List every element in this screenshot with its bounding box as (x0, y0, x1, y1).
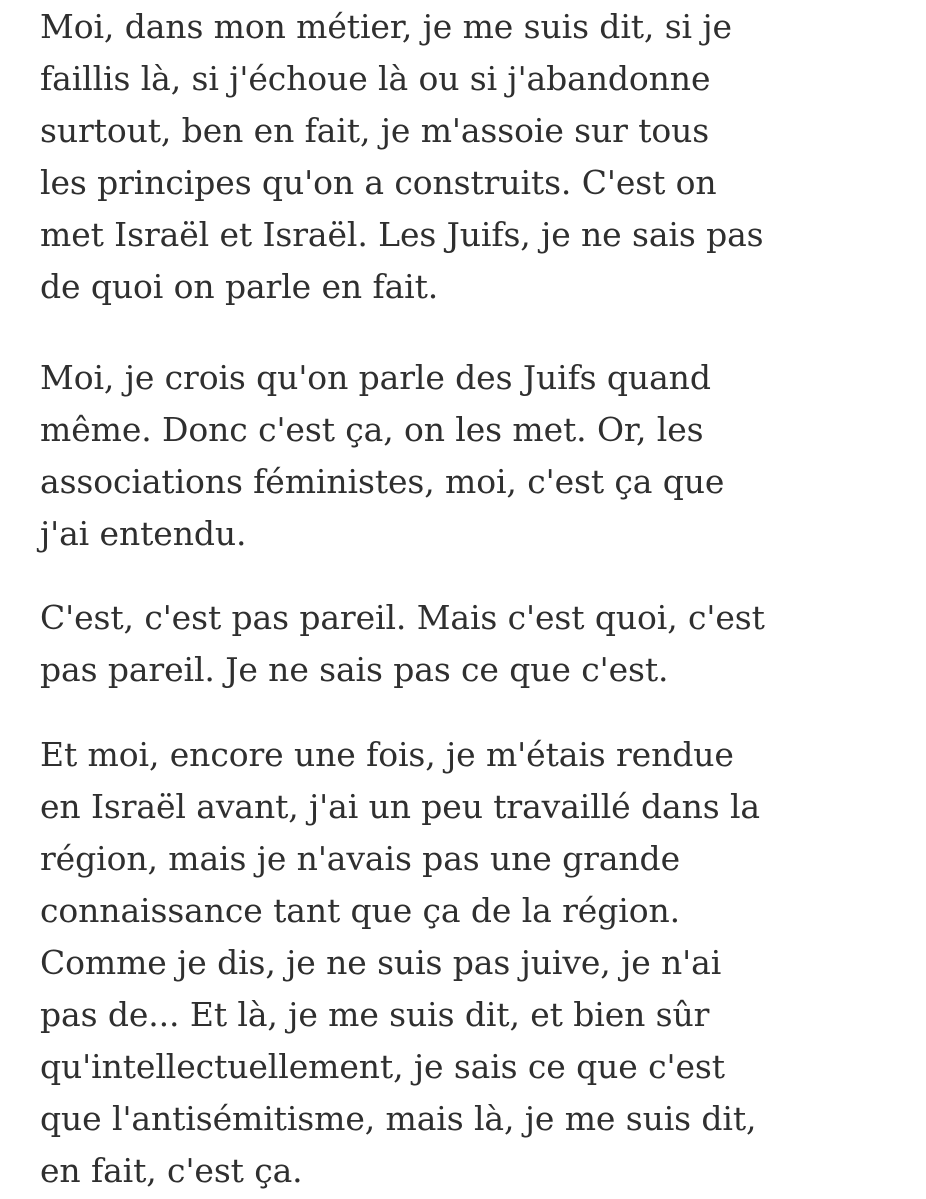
paragraph-2 (40, 352, 900, 560)
paragraph-line: en fait, c'est ça. (40, 1151, 303, 1190)
paragraph-line: Moi, dans mon métier, je me suis dit, si je (40, 7, 732, 46)
paragraph-line: même. Donc c'est ça, on les met. Or, les (40, 410, 704, 449)
paragraph-line: Moi, je crois qu'on parle des Juifs quand (40, 358, 711, 397)
paragraph-line: surtout, ben en fait, je m'assoie sur tous (40, 111, 710, 150)
paragraph-line: j'ai entendu. (40, 514, 247, 553)
paragraph-line: en Israël avant, j'ai un peu travaillé dans la (40, 787, 760, 826)
paragraph-line: C'est, c'est pas pareil. Mais c'est quoi, c'est (40, 598, 765, 637)
paragraph-3 (40, 592, 900, 696)
paragraph-line: Et moi, encore une fois, je m'étais rendue (40, 735, 734, 774)
paragraph-line: de quoi on parle en fait. (40, 267, 439, 306)
paragraph-line: région, mais je n'avais pas une grande (40, 839, 681, 878)
paragraph-line: qu'intellectuellement, je sais ce que c'est (40, 1047, 725, 1086)
paragraph-line: met Israël et Israël. Les Juifs, je ne sais pas (40, 215, 764, 254)
paragraph-1 (40, 1, 900, 313)
paragraph-line: que l'antisémitisme, mais là, je me suis dit, (40, 1099, 757, 1138)
paragraph-line: pas pareil. Je ne sais pas ce que c'est. (40, 650, 669, 689)
paragraph-line: faillis là, si j'échoue là ou si j'abandonne (40, 59, 711, 98)
paragraph-line: les principes qu'on a construits. C'est on (40, 163, 717, 202)
paragraph-line: connaissance tant que ça de la région. (40, 891, 681, 930)
paragraph-4 (40, 729, 900, 1197)
paragraph-line: Comme je dis, je ne suis pas juive, je n'ai (40, 943, 722, 982)
paragraph-line: pas de... Et là, je me suis dit, et bien sûr (40, 995, 710, 1034)
paragraph-line: associations féministes, moi, c'est ça que (40, 462, 725, 501)
